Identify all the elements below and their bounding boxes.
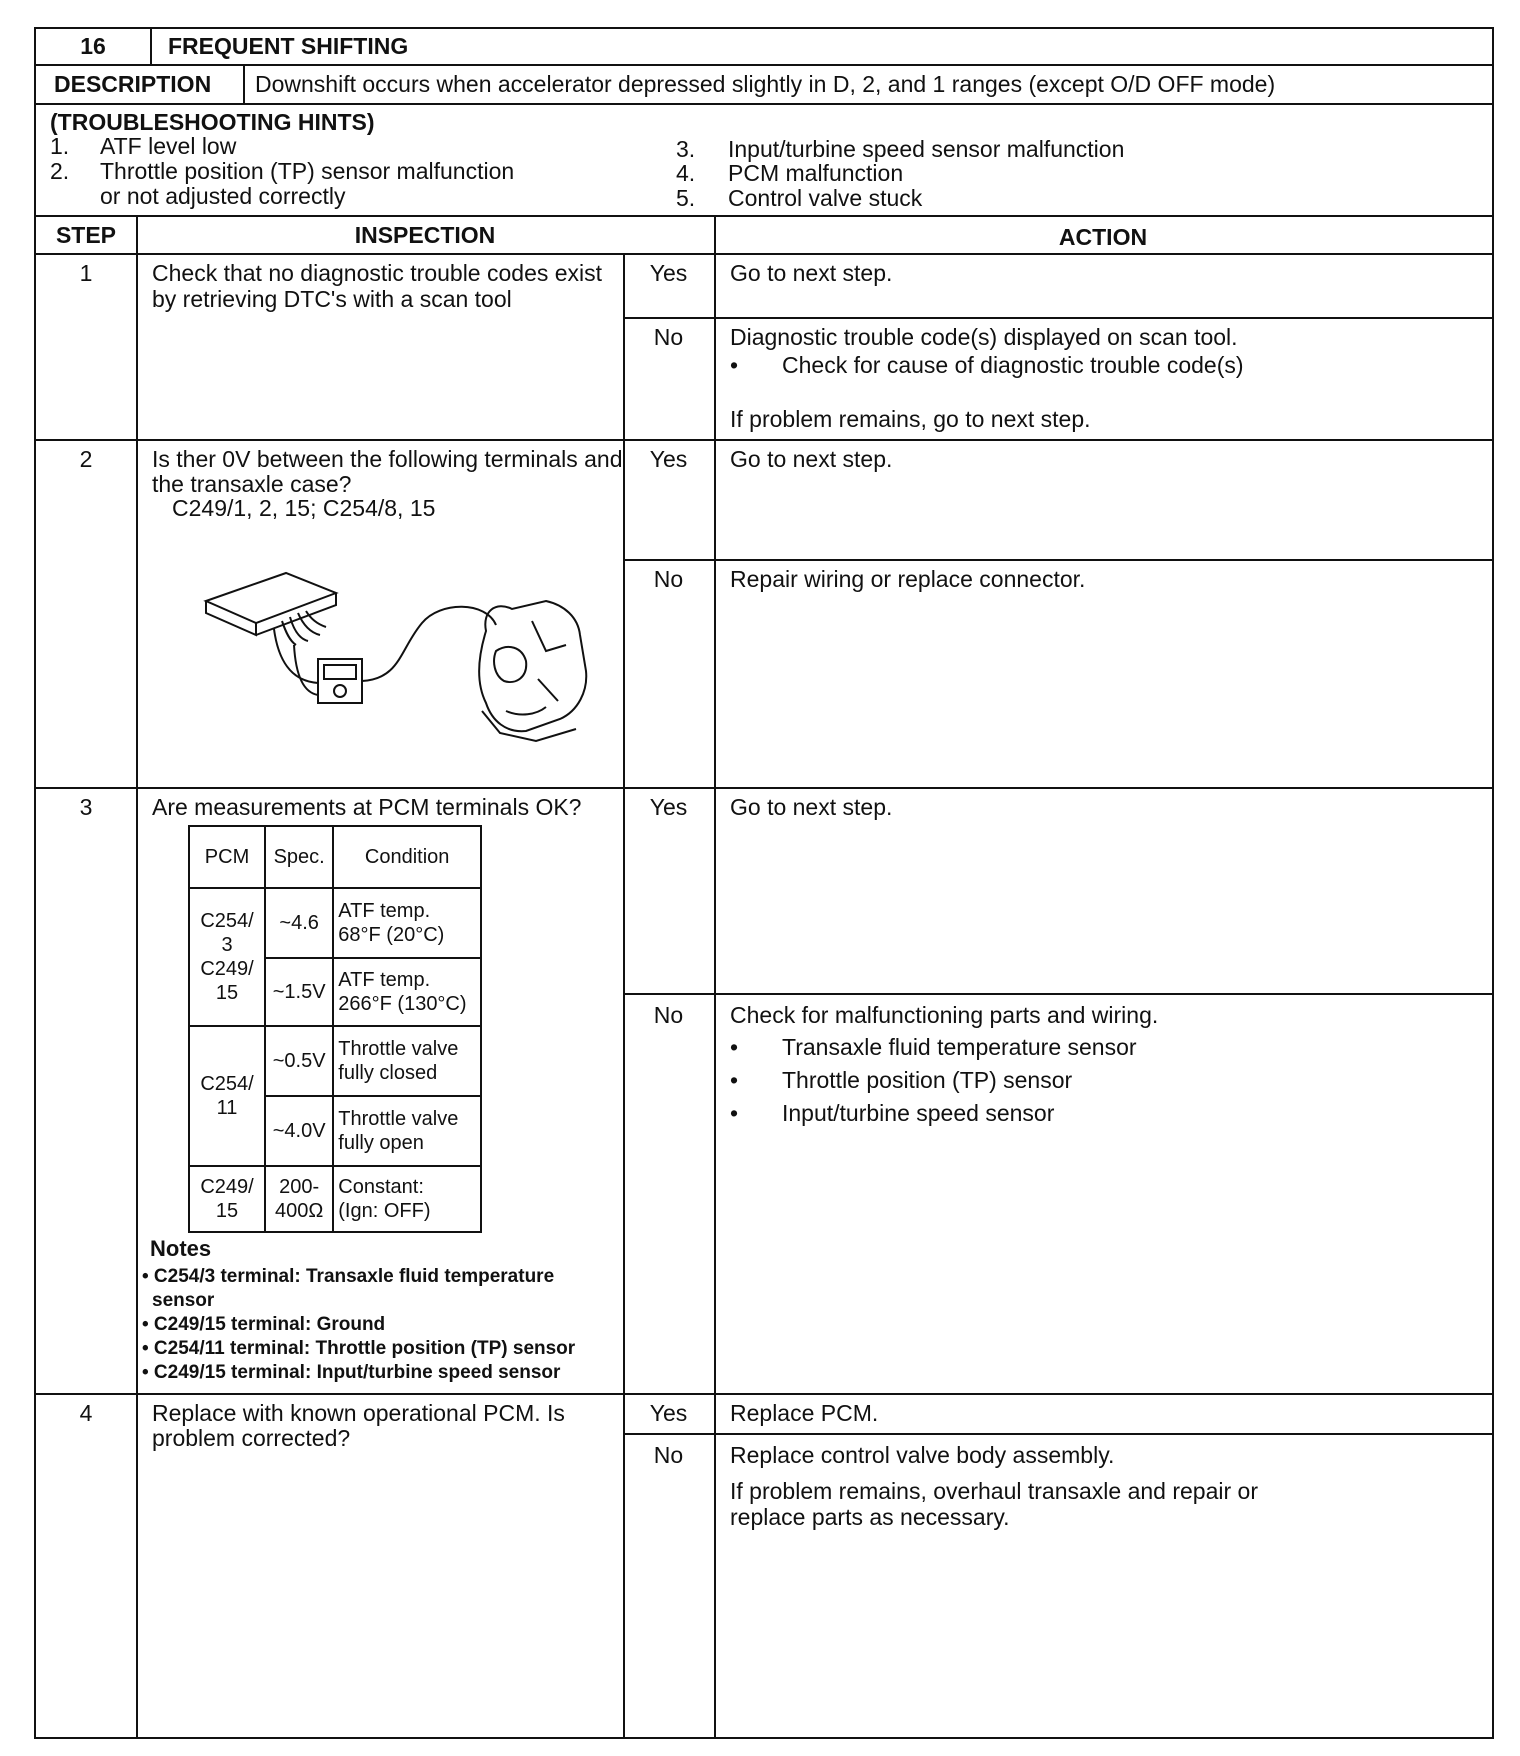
no-label: No [653,566,684,592]
step-number: 2 [79,446,93,472]
pcm-terminal-cell: C249/ 15 [189,1166,265,1232]
notes-title: Notes [150,1236,212,1261]
no-label: No [653,324,684,350]
description-row [36,66,1492,105]
hint-text: or not adjusted correctly [100,183,346,209]
spec-cell: 200- 400Ω [265,1166,333,1232]
yes-label: Yes [649,794,688,820]
section-number: 16 [80,33,106,59]
no-action-bullet [730,1033,1137,1062]
inspection-column-header: INSPECTION [354,222,496,248]
condition-cell [333,1166,481,1232]
hint-num: 3. [676,136,696,162]
note-item: • C249/15 terminal: Ground [142,1314,386,1335]
bullet-icon: • [730,352,739,378]
troubleshooting-hints [36,105,1492,217]
condition-line: 266°F (130°C) [338,993,467,1015]
bullet-text: Throttle position (TP) sensor [782,1067,1073,1093]
inspection-text: Check that no diagnostic trouble codes exist [152,260,603,286]
section-title: FREQUENT SHIFTING [168,33,409,59]
inspection-text: C249/1, 2, 15; C254/8, 15 [172,495,436,521]
header-row [36,29,1492,66]
spec-cell: ~4.6 [265,888,333,958]
no-action-bullet [730,1099,1054,1128]
no-action-followup: If problem remains, go to next step. [730,406,1091,432]
hint-num: 5. [676,185,696,211]
no-action-bullet [730,351,1244,380]
troubleshooting-page [34,27,1494,1739]
table-header: PCM [189,826,265,888]
no-action: Replace control valve body assembly. [730,1442,1115,1468]
yes-label: Yes [649,260,688,286]
condition-line: Throttle valve [338,1038,459,1060]
inspection-text: the transaxle case? [152,471,352,497]
yes-action: Go to next step. [730,446,893,472]
hint-text: PCM malfunction [728,160,904,186]
no-action-bullet [730,1066,1072,1095]
note-item: sensor [152,1290,215,1311]
bullet-text: Input/turbine speed sensor [782,1100,1055,1126]
action-column-header: ACTION [1058,224,1148,250]
hint-num: 4. [676,160,696,186]
no-action: Check for malfunctioning parts and wiring. [730,1002,1159,1028]
yes-action: Go to next step. [730,794,893,820]
condition-line: (Ign: OFF) [338,1200,431,1222]
bullet-text: Transaxle fluid temperature sensor [782,1034,1137,1060]
hint-text: ATF level low [100,133,237,159]
condition-line: ATF temp. [338,969,431,991]
note-item: • C249/15 terminal: Input/turbine speed sensor [142,1362,561,1383]
bullet-icon: • [730,1034,739,1060]
step-number: 4 [79,1400,93,1426]
yes-action: Go to next step. [730,260,893,286]
pcm-unit-icon [206,573,336,623]
hint-num: 2. [50,158,70,184]
yes-label: Yes [649,446,688,472]
condition-cell [333,958,481,1026]
no-action-followup: If problem remains, overhaul transaxle and repair or [730,1478,1258,1504]
pcm-measurement-table [188,825,482,1233]
inspection-text: problem corrected? [152,1425,351,1451]
note-item: • C254/11 terminal: Throttle position (TP) sensor [142,1338,576,1359]
table-header: Condition [333,826,481,888]
condition-cell [333,1026,481,1096]
inspection-text: by retrieving DTC's with a scan tool [152,286,512,312]
inspection-text: Is ther 0V between the following terminals and [152,446,623,472]
pcm-terminal-cell: C254/ 11 [189,1026,265,1166]
spec-cell: ~1.5V [265,958,333,1026]
condition-line: 68°F (20°C) [338,924,445,946]
no-label: No [653,1442,684,1468]
condition-cell [333,1096,481,1166]
table-header: Spec. [265,826,333,888]
condition-cell [333,888,481,958]
column-header-row [36,217,1492,255]
hint-num: 1. [50,133,70,159]
step-row [36,255,1492,441]
hint-text: Throttle position (TP) sensor malfunction [100,158,515,184]
condition-line: fully open [338,1132,424,1154]
condition-line: ATF temp. [338,900,431,922]
description-label: DESCRIPTION [54,71,212,97]
bullet-icon: • [730,1067,739,1093]
condition-line: Throttle valve [338,1108,459,1130]
hint-text: Input/turbine speed sensor malfunction [728,136,1125,162]
voltmeter-test-illustration [186,561,606,761]
hint-text: Control valve stuck [728,185,923,211]
step-row [36,1395,1492,1737]
condition-line: fully closed [338,1062,438,1084]
no-action: Repair wiring or replace connector. [730,566,1086,592]
note-item: • C254/3 terminal: Transaxle fluid temperature [142,1266,555,1287]
yes-action: Replace PCM. [730,1400,879,1426]
inspection-text: Are measurements at PCM terminals OK? [152,794,582,820]
step-row [36,789,1492,1395]
bullet-text: Check for cause of diagnostic trouble code(s) [782,352,1244,378]
hints-title: (TROUBLESHOOTING HINTS) [50,109,375,135]
no-action-followup: replace parts as necessary. [730,1504,1010,1530]
condition-line: Constant: [338,1176,424,1198]
pcm-terminal-cell: C254/ 3 C249/ 15 [189,888,265,1026]
inspection-text: Replace with known operational PCM. Is [152,1400,565,1426]
spec-cell: ~4.0V [265,1096,333,1166]
no-action: Diagnostic trouble code(s) displayed on scan tool. [730,324,1238,350]
step-column-header: STEP [55,222,117,248]
yes-label: Yes [649,1400,688,1426]
notes-block [142,1235,575,1387]
step-number: 3 [79,794,93,820]
bullet-icon: • [730,1100,739,1126]
spec-cell: ~0.5V [265,1026,333,1096]
description-text: Downshift occurs when accelerator depressed slightly in D, 2, and 1 ranges (except O/D OFF mode) [255,71,1276,97]
step-row [36,441,1492,789]
no-label: No [653,1002,684,1028]
step-number: 1 [79,260,93,286]
